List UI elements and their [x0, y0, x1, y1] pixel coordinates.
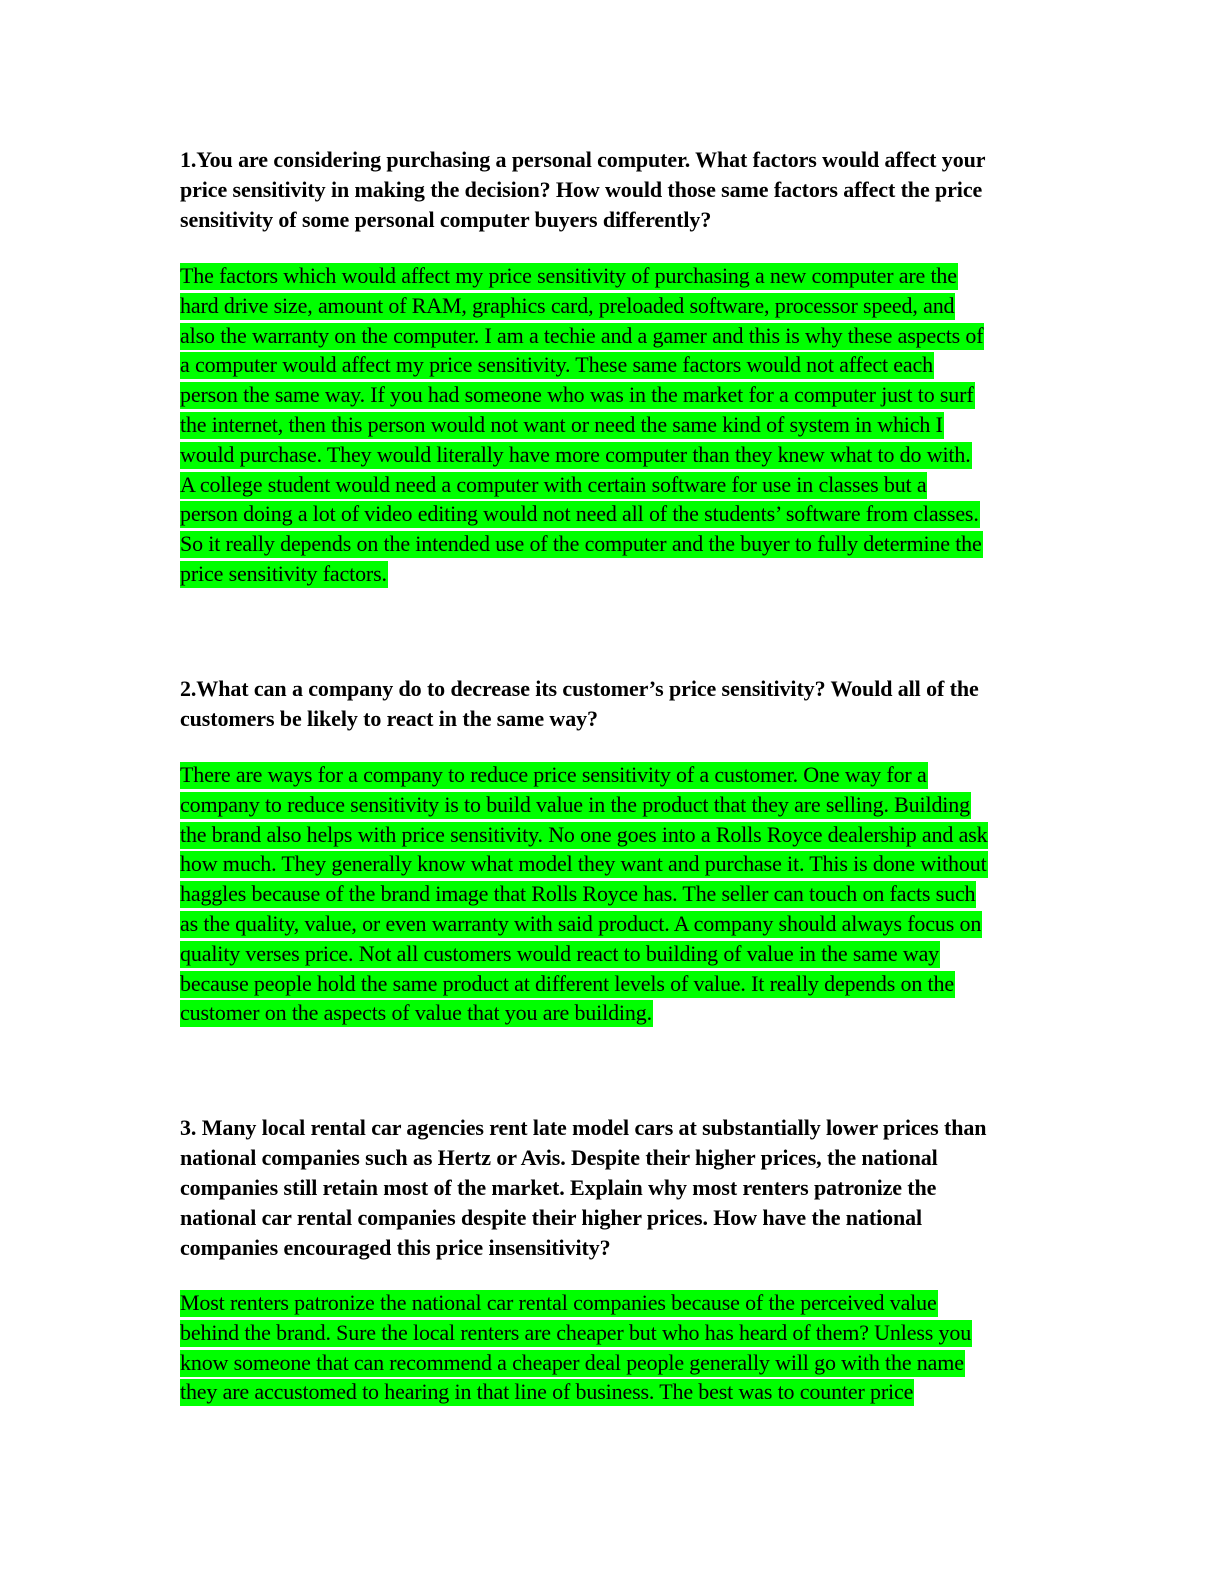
answer-line: the internet, then this person would not want or need the same kind of system in which I	[180, 411, 943, 437]
question-line: sensitivity of some personal computer buyers differently?	[180, 207, 712, 232]
answer-line: company to reduce sensitivity is to build value in the product that they are selling. Building	[180, 791, 970, 817]
question-line: price sensitivity in making the decision? How would those same factors affect the price	[180, 177, 983, 202]
answer-line: haggles because of the brand image that Rolls Royce has. The seller can touch on facts such	[180, 881, 976, 907]
answer-line: the brand also helps with price sensitivity. No one goes into a Rolls Royce dealership and ask	[180, 821, 988, 847]
answer-line: price sensitivity factors.	[180, 560, 387, 586]
question-1	[180, 145, 1070, 235]
answer-line: because people hold the same product at different levels of value. It really depends on the	[180, 970, 954, 996]
answer-line: person the same way. If you had someone who was in the market for a computer just to surf	[180, 382, 974, 408]
question-line: companies encouraged this price insensitivity?	[180, 1235, 611, 1260]
answer-line: also the warranty on the computer. I am a techie and a gamer and this is why these aspects of	[180, 322, 984, 348]
answer-line: The factors which would affect my price sensitivity of purchasing a new computer are the	[180, 263, 957, 288]
question-line: customers be likely to react in the same way?	[180, 706, 598, 731]
answer-line: Most renters patronize the national car rental companies because of the perceived value	[180, 1290, 937, 1315]
answer-line: would purchase. They would literally have more computer than they knew what to do with.	[180, 441, 971, 467]
question-line: 3. Many local rental car agencies rent late model cars at substantially lower prices than	[180, 1115, 987, 1140]
answer-line: hard drive size, amount of RAM, graphics card, preloaded software, processor speed, and	[180, 292, 955, 318]
question-line: national car rental companies despite their higher prices. How have the national	[180, 1205, 923, 1230]
answer-line: So it really depends on the intended use of the computer and the buyer to fully determine the	[180, 531, 982, 557]
answer-line: There are ways for a company to reduce price sensitivity of a customer. One way for a	[180, 762, 927, 787]
question-line: companies still retain most of the market. Explain why most renters patronize the	[180, 1175, 937, 1200]
question-line: 2.What can a company do to decrease its customer’s price sensitivity? Would all of the	[180, 676, 979, 701]
answer-line: A college student would need a computer with certain software for use in classes but a	[180, 471, 927, 497]
answer-line: they are accustomed to hearing in that line of business. The best was to counter price	[180, 1379, 914, 1405]
answer-line: behind the brand. Sure the local renters are cheaper but who has heard of them? Unless you	[180, 1319, 972, 1345]
answer-line: person doing a lot of video editing would not need all of the students’ software from classes.	[180, 501, 979, 527]
answer-line: how much. They generally know what model they want and purchase it. This is done without	[180, 851, 987, 877]
question-3	[180, 1113, 1070, 1263]
answer-line: as the quality, value, or even warranty with said product. A company should always focus on	[180, 910, 982, 936]
question-line: national companies such as Hertz or Avis. Despite their higher prices, the national	[180, 1145, 938, 1170]
answer-line: quality verses price. Not all customers would react to building of value in the same way	[180, 940, 940, 966]
answer-1	[180, 261, 1070, 589]
answer-line: know someone that can recommend a cheaper deal people generally will go with the name	[180, 1349, 964, 1375]
answer-line: customer on the aspects of value that you are building.	[180, 1000, 652, 1026]
answer-line: a computer would affect my price sensitivity. These same factors would not affect each	[180, 352, 933, 378]
answer-2	[180, 760, 1070, 1028]
question-2	[180, 674, 1070, 734]
answer-3	[180, 1288, 1070, 1407]
question-line: 1.You are considering purchasing a personal computer. What factors would affect your	[180, 147, 986, 172]
